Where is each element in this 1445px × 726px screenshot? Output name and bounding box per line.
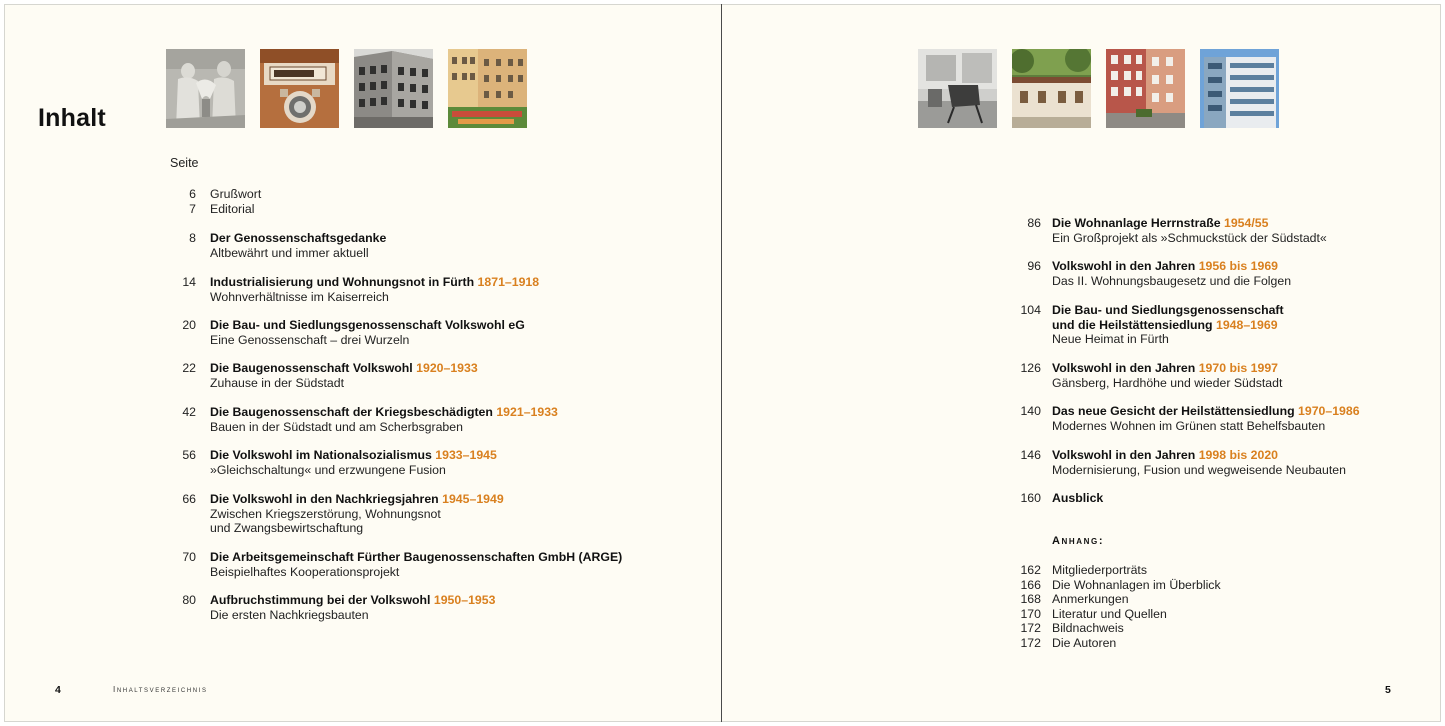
toc-page-number: 42 <box>182 405 196 419</box>
toc-page-number: 140 <box>1020 404 1041 418</box>
red-facade-street-image <box>1106 49 1185 128</box>
toc-entry-subtitle: »Gleichschaltung« und erzwungene Fusion <box>210 462 446 477</box>
toc-entry-title: Aufbruchstimmung bei der Volkswohl <box>210 593 431 607</box>
toc-entry-subtitle: Modernisierung, Fusion und wegweisende Neubauten <box>1052 462 1346 477</box>
toc-entry-years: 1945–1949 <box>442 492 504 506</box>
toc-entry-title: Die Baugenossenschaft Volkswohl <box>210 361 413 375</box>
toc-entry-subtitle: Ein Großprojekt als »Schmuckstück der Südstadt« <box>1052 230 1327 245</box>
toc-entry-title: Die Wohnanlage Herrnstraße <box>1052 216 1221 230</box>
toc-page-number: 8 <box>189 231 196 245</box>
apartment-building-corner-image <box>354 49 433 128</box>
toc-entry-title: Die Bau- und Siedlungsgenossenschaft <box>1052 303 1284 317</box>
toc-entry-years: 1956 bis 1969 <box>1198 259 1278 273</box>
toc-page-number: 172 <box>1020 621 1041 636</box>
toc-entry-subtitle: Modernes Wohnen im Grünen statt Behelfsbauten <box>1052 418 1326 433</box>
toc-page-number: 80 <box>182 593 196 607</box>
toc-entry-subtitle-line2: und Zwangsbewirtschaftung <box>210 521 364 536</box>
toc-entry-title: Anmerkungen <box>1052 592 1129 607</box>
toc-entry-title: Die Baugenossenschaft der Kriegsbeschädigten <box>210 405 493 419</box>
toc-page-number: 96 <box>1027 259 1041 273</box>
toc-page-number: 146 <box>1020 448 1041 462</box>
toc-page-number: 56 <box>182 448 196 462</box>
book-gutter <box>721 4 722 722</box>
toc-entry-title: Das neue Gesicht der Heilstättensiedlung <box>1052 404 1295 418</box>
toc-page-number: 166 <box>1020 577 1041 592</box>
toc-page-number: 6 <box>189 187 196 201</box>
toc-entry-title: Die Volkswohl in den Nachkriegsjahren <box>210 492 439 506</box>
courtyard-garden-building-image <box>448 49 527 128</box>
toc-entry-years: 1950–1953 <box>433 593 496 607</box>
page-title: Inhalt <box>38 104 106 132</box>
toc-entry-title: Volkswohl in den Jahren <box>1052 448 1196 462</box>
anhang-heading: Anhang: <box>1052 535 1105 547</box>
toc-entry-years: 1871–1918 <box>477 275 540 289</box>
toc-entry-years: 1970–1986 <box>1298 404 1360 418</box>
toc-page-number: 70 <box>182 550 196 564</box>
toc-entry-subtitle: Beispielhaftes Kooperationsprojekt <box>210 564 400 579</box>
toc-page-number: 104 <box>1020 303 1041 317</box>
toc-entry-years: 1970 bis 1997 <box>1198 361 1278 375</box>
toc-page-number: 86 <box>1027 216 1041 230</box>
toc-entry-subtitle: Gänsberg, Hardhöhe und wieder Südstadt <box>1052 375 1283 390</box>
toc-page-number: 14 <box>182 275 196 289</box>
toc-page-number: 160 <box>1020 491 1041 505</box>
toc-entry-title: Die Arbeitsgemeinschaft Fürther Baugenossenschaften GmbH (ARGE) <box>210 550 623 564</box>
right-page-number: 5 <box>1385 684 1391 696</box>
toc-entry-title: Industrialisierung und Wohnungsnot in Fürth <box>210 275 475 289</box>
toc-entry-subtitle: Eine Genossenschaft – drei Wurzeln <box>210 332 410 347</box>
toc-entry-title: Der Genossenschaftsgedanke <box>210 231 387 245</box>
toc-entry-title: Die Wohnanlagen im Überblick <box>1052 577 1221 592</box>
toc-page-number: 168 <box>1020 592 1041 607</box>
toc-entry-title: Literatur und Quellen <box>1052 606 1167 621</box>
toc-entry-subtitle: Bauen in der Südstadt und am Scherbsgraben <box>210 419 463 434</box>
seite-label: Seite <box>170 156 199 170</box>
toc-entry-title: Editorial <box>210 202 255 216</box>
toc-entry-years: 1954/55 <box>1223 216 1269 230</box>
frohes-heim-sign-image <box>260 49 339 128</box>
toc-entry-years: 1920–1933 <box>416 361 478 375</box>
toc-entry-title: Die Volkswohl im Nationalsozialismus <box>210 448 432 462</box>
toc-entry-title: Grußwort <box>210 187 262 201</box>
toc-entry-title: Ausblick <box>1052 491 1104 505</box>
toc-entry-title: Volkswohl in den Jahren <box>1052 361 1196 375</box>
toc-entry-title: Volkswohl in den Jahren <box>1052 259 1196 273</box>
toc-entry-title: Mitgliederporträts <box>1052 563 1147 577</box>
toc-entry-title: Die Bau- und Siedlungsgenossenschaft Volkswohl eG <box>210 318 525 332</box>
toc-entry-title: Die Autoren <box>1052 636 1117 650</box>
toc-entry-subtitle: Das II. Wohnungsbaugesetz und die Folgen <box>1052 273 1292 288</box>
modern-building-image <box>1200 49 1279 128</box>
toc-entry-subtitle: Die ersten Nachkriegsbauten <box>210 607 369 622</box>
toc-entry-years: 1998 bis 2020 <box>1198 448 1278 462</box>
toc-page-number: 7 <box>189 202 196 216</box>
toc-entry-title-line2: und die Heilstättensiedlung <box>1052 317 1213 332</box>
single-storey-house-image <box>1012 49 1091 128</box>
toc-page-number: 66 <box>182 492 196 506</box>
toc-entry-years: 1948–1969 <box>1215 317 1278 332</box>
toc-entry-subtitle: Neue Heimat in Fürth <box>1052 332 1169 347</box>
toc-entry-subtitle: Zwischen Kriegszerstörung, Wohnungsnot <box>210 506 441 521</box>
toc-page-number: 162 <box>1020 563 1041 577</box>
relief-sculpture-image <box>166 49 245 128</box>
toc-entry-years: 1933–1945 <box>435 448 497 462</box>
running-header-label: Inhaltsverzeichnis <box>113 685 208 694</box>
interior-chair-image <box>918 49 997 128</box>
left-page-number: 4 <box>55 684 61 696</box>
toc-page-number: 126 <box>1020 361 1041 375</box>
toc-entry-subtitle: Altbewährt und immer aktuell <box>210 245 369 260</box>
toc-entry-years: 1921–1933 <box>496 405 558 419</box>
toc-entry-title: Bildnachweis <box>1052 621 1124 636</box>
toc-page-number: 20 <box>182 318 196 332</box>
toc-page-number: 170 <box>1020 606 1041 621</box>
toc-entry-subtitle: Wohnverhältnisse im Kaiserreich <box>210 289 389 304</box>
toc-page-number: 172 <box>1020 636 1041 650</box>
toc-page-number: 22 <box>182 361 196 375</box>
toc-entry-subtitle: Zuhause in der Südstadt <box>210 375 344 390</box>
